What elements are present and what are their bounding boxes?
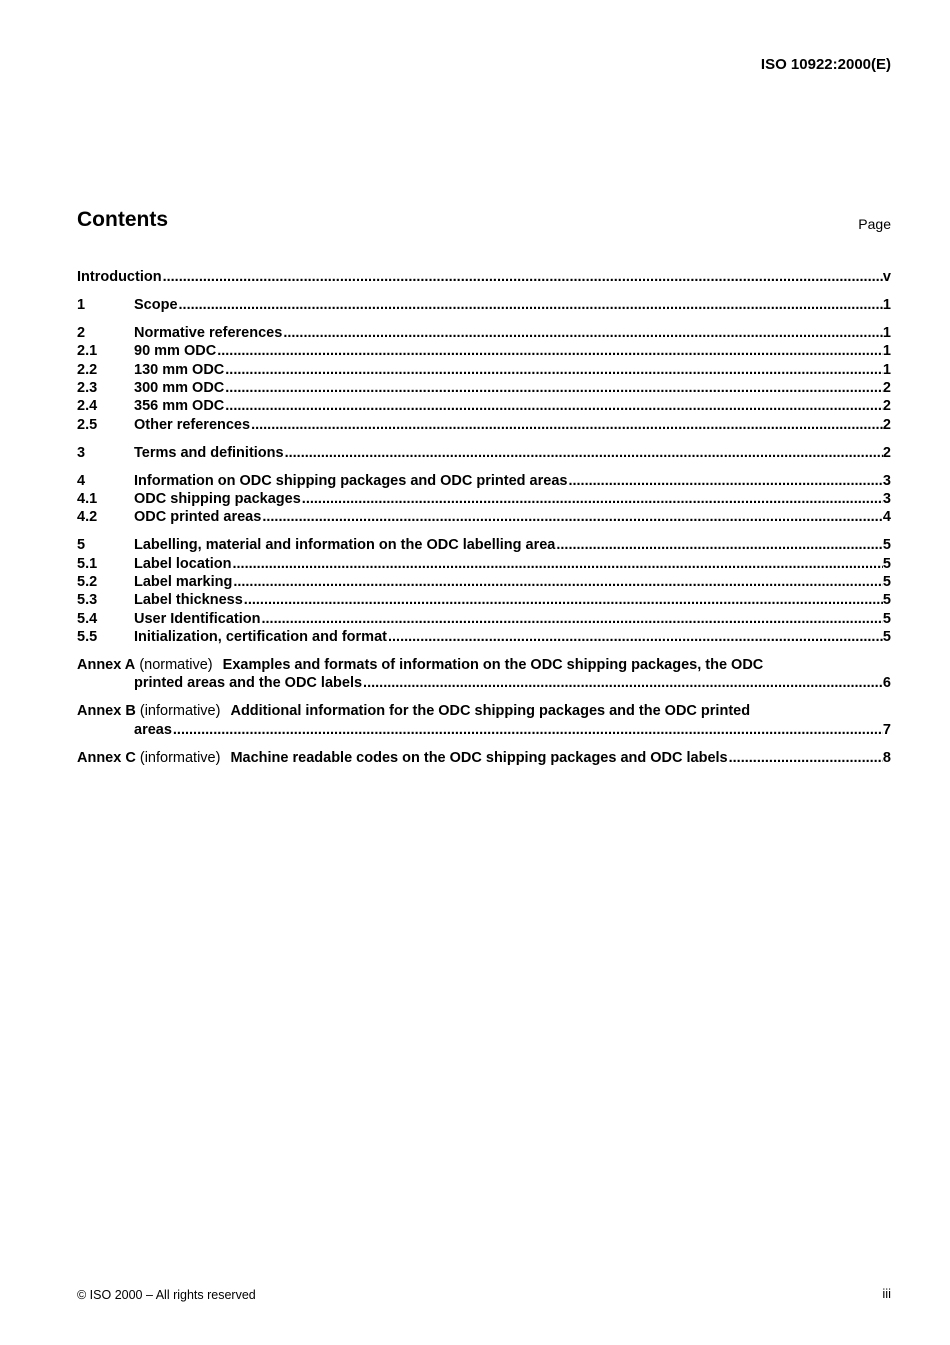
leader-dots <box>388 628 883 646</box>
toc-entry-page: 4 <box>882 509 891 526</box>
page-number: iii <box>882 1286 891 1301</box>
toc-entry[interactable] <box>77 555 891 573</box>
annex-page: 8 <box>882 749 891 766</box>
annex-kind: (normative) <box>139 657 213 674</box>
toc-entry-label: User Identification <box>134 610 261 627</box>
annex-kind: (informative) <box>139 749 221 766</box>
toc-entry-number: 2.1 <box>77 343 98 360</box>
leader-dots <box>225 361 883 379</box>
toc-entry-label: Scope <box>134 296 178 313</box>
annex-key: Annex A <box>77 657 136 674</box>
toc-entry[interactable] <box>77 573 891 591</box>
leader-dots <box>163 268 883 286</box>
toc-entry[interactable] <box>77 268 891 286</box>
toc-entry[interactable] <box>77 444 891 462</box>
toc-entry-number: 4.2 <box>77 509 98 526</box>
annex-title: Machine readable codes on the ODC shipping packages and ODC labels <box>230 749 728 766</box>
annex-kind: (informative) <box>139 703 221 720</box>
toc-entry-label: Introduction <box>77 269 162 285</box>
toc-entry-label: Other references <box>134 416 251 433</box>
annex-entry[interactable] <box>77 702 891 739</box>
annex-title: Examples and formats of information on the ODC shipping packages, the ODC <box>222 657 764 674</box>
toc-entry-number: 1 <box>77 296 86 313</box>
toc-entry-number: 2 <box>77 324 86 341</box>
toc-entry-page: 1 <box>882 296 891 313</box>
leader-dots <box>233 573 883 591</box>
toc-entry[interactable] <box>77 591 891 609</box>
toc-entry-label: Label thickness <box>134 592 243 609</box>
toc-entry-number: 2.5 <box>77 416 98 433</box>
annex-page: 7 <box>882 721 891 738</box>
toc-entry-number: 5.4 <box>77 610 98 627</box>
toc-entry-label: 90 mm ODC <box>134 343 217 360</box>
leader-dots <box>217 342 883 360</box>
leader-dots <box>285 444 883 462</box>
leader-dots <box>363 674 883 692</box>
leader-dots <box>225 397 883 415</box>
page-column-label: Page <box>858 216 891 232</box>
toc-entry-number: 5.3 <box>77 592 98 609</box>
toc-entry-page: v <box>882 269 891 285</box>
leader-dots <box>302 490 883 508</box>
toc-entry-page: 5 <box>882 555 891 572</box>
annex-entry[interactable] <box>77 656 891 693</box>
toc-entry-label: Label marking <box>134 573 233 590</box>
toc-entry-page: 1 <box>882 361 891 378</box>
toc-entry-page: 2 <box>882 398 891 415</box>
leader-dots <box>556 536 883 554</box>
annex-title: Additional information for the ODC shipping packages and the ODC printed <box>230 703 751 720</box>
toc-entry-page: 5 <box>882 610 891 627</box>
toc-entry-number: 5.1 <box>77 555 98 572</box>
annex-key: Annex C <box>77 749 136 766</box>
toc-entry-label: Terms and definitions <box>134 444 284 461</box>
leader-dots <box>233 555 883 573</box>
toc-entry[interactable] <box>77 610 891 628</box>
toc-entry-number: 4.1 <box>77 490 98 507</box>
leader-dots <box>729 749 883 767</box>
toc-entry[interactable] <box>77 536 891 554</box>
annex-entry[interactable] <box>77 749 891 767</box>
toc-entry-page: 5 <box>882 573 891 590</box>
toc-entry-number: 5 <box>77 537 86 554</box>
toc-entry-page: 2 <box>882 379 891 396</box>
toc-entry-page: 5 <box>882 629 891 646</box>
toc-entry[interactable] <box>77 342 891 360</box>
leader-dots <box>244 591 883 609</box>
leader-dots <box>568 472 882 490</box>
annex-title-continued: printed areas and the ODC labels <box>134 675 363 692</box>
table-of-contents <box>77 268 891 767</box>
leader-dots <box>173 721 883 739</box>
toc-entry-number: 4 <box>77 472 86 489</box>
toc-entry[interactable] <box>77 508 891 526</box>
toc-entry-label: ODC printed areas <box>134 509 262 526</box>
toc-entry-number: 2.4 <box>77 398 98 415</box>
toc-entry-label: Initialization, certification and format <box>134 629 387 646</box>
toc-entry-number: 2.3 <box>77 379 98 396</box>
toc-entry-label: 130 mm ODC <box>134 361 225 378</box>
toc-entry-page: 5 <box>882 592 891 609</box>
toc-entry[interactable] <box>77 416 891 434</box>
annex-key: Annex B <box>77 703 136 720</box>
toc-entry-label: 356 mm ODC <box>134 398 225 415</box>
toc-entry-number: 5.5 <box>77 629 98 646</box>
toc-entry-page: 5 <box>882 537 891 554</box>
leader-dots <box>251 416 883 434</box>
toc-entry-page: 1 <box>882 343 891 360</box>
toc-entry-label: Labelling, material and information on the ODC labelling area <box>134 537 556 554</box>
contents-heading: Contents <box>77 208 168 231</box>
toc-entry-label: Normative references <box>134 324 283 341</box>
toc-entry-label: Information on ODC shipping packages and ODC printed areas <box>134 472 568 489</box>
toc-entry[interactable] <box>77 296 891 314</box>
toc-entry-label: 300 mm ODC <box>134 379 225 396</box>
toc-entry-page: 3 <box>882 490 891 507</box>
leader-dots <box>262 610 883 628</box>
toc-entry-number: 5.2 <box>77 573 98 590</box>
toc-entry-page: 2 <box>882 416 891 433</box>
leader-dots <box>179 296 883 314</box>
toc-entry[interactable] <box>77 472 891 490</box>
annex-title-continued: areas <box>134 721 172 738</box>
copyright-notice: © ISO 2000 – All rights reserved <box>77 1288 256 1302</box>
annex-page: 6 <box>882 675 891 692</box>
toc-entry-number: 2.2 <box>77 361 98 378</box>
toc-entry-label: ODC shipping packages <box>134 490 301 507</box>
document-id: ISO 10922:2000(E) <box>760 56 891 73</box>
toc-entry[interactable] <box>77 324 891 342</box>
toc-entry-number: 3 <box>77 444 86 461</box>
leader-dots <box>283 324 883 342</box>
toc-entry-label: Label location <box>134 555 232 572</box>
leader-dots <box>225 379 883 397</box>
toc-entry-page: 2 <box>882 444 891 461</box>
leader-dots <box>262 508 883 526</box>
toc-entry[interactable] <box>77 361 891 379</box>
toc-entry-page: 3 <box>882 472 891 489</box>
toc-entry-page: 1 <box>882 324 891 341</box>
toc-entry[interactable] <box>77 490 891 508</box>
toc-entry[interactable] <box>77 397 891 415</box>
toc-entry[interactable] <box>77 379 891 397</box>
toc-entry[interactable] <box>77 628 891 646</box>
